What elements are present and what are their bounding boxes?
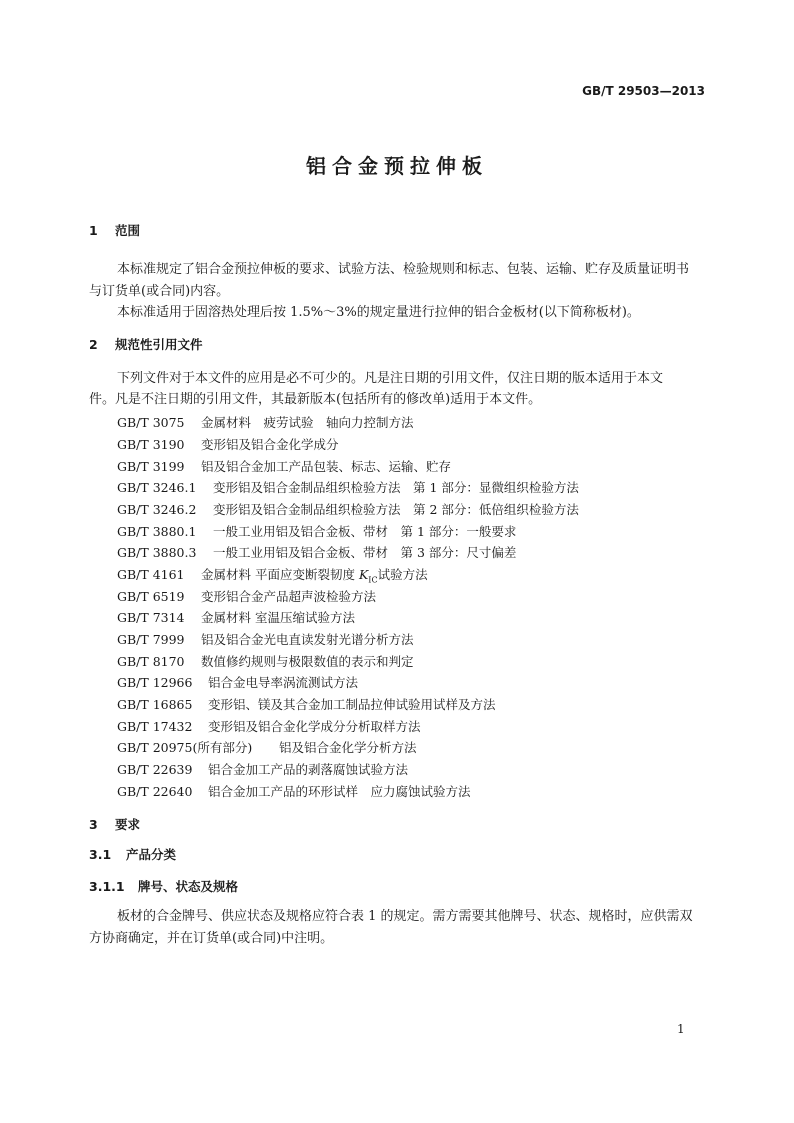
section-number: 3.1 bbox=[89, 847, 112, 862]
section-title: 要求 bbox=[115, 817, 141, 832]
reference-item: GB/T 3246.2 变形铝及铝合金制品组织检验方法 第 2 部分：低倍组织检验方法 bbox=[117, 502, 579, 517]
reference-item: GB/T 3880.1 一般工业用铝及铝合金板、带材 第 1 部分：一般要求 bbox=[117, 524, 517, 539]
subsection-3-1-heading bbox=[89, 845, 176, 863]
reference-item: GB/T 22639 铝合金加工产品的剥落腐蚀试验方法 bbox=[117, 762, 409, 777]
page-number: 1 bbox=[677, 1022, 685, 1036]
section-2-paragraph-line-2: 件。凡是不注日期的引用文件，其最新版本(包括所有的修改单)适用于本文件。 bbox=[89, 392, 542, 407]
section-title: 范围 bbox=[115, 223, 141, 238]
section-number: 3.1.1 bbox=[89, 879, 125, 894]
reference-item: GB/T 12966 铝合金电导率涡流测试方法 bbox=[117, 675, 359, 690]
subsection-3-1-1-paragraph-line-1: 板材的合金牌号、供应状态及规格应符合表 1 的规定。需方需要其他牌号、状态、规格时，应供需双 bbox=[117, 909, 693, 924]
section-title: 产品分类 bbox=[126, 847, 177, 862]
reference-item: GB/T 22640 铝合金加工产品的环形试样 应力腐蚀试验方法 bbox=[117, 784, 471, 799]
standard-number: GB/T 29503—2013 bbox=[582, 84, 705, 98]
reference-item: GB/T 16865 变形铝、镁及其合金加工制品拉伸试验用试样及方法 bbox=[117, 697, 496, 712]
reference-item: GB/T 20975(所有部分) 铝及铝合金化学分析方法 bbox=[117, 740, 417, 755]
section-title: 牌号、状态及规格 bbox=[138, 879, 239, 894]
section-1-paragraph-1-line-1: 本标准规定了铝合金预拉伸板的要求、试验方法、检验规则和标志、包装、运输、贮存及质量证明书 bbox=[117, 262, 690, 277]
section-1-paragraph-2: 本标准适用于固溶热处理后按 1.5%～3%的规定量进行拉伸的铝合金板材(以下简称板材)。 bbox=[117, 305, 640, 320]
section-2-paragraph-line-1: 下列文件对于本文件的应用是必不可少的。凡是注日期的引用文件，仅注日期的版本适用于本文 bbox=[117, 371, 664, 386]
reference-item: GB/T 7999 铝及铝合金光电直读发射光谱分析方法 bbox=[117, 632, 414, 647]
section-title: 规范性引用文件 bbox=[115, 337, 203, 352]
section-2-heading bbox=[89, 335, 203, 353]
section-number: 1 bbox=[89, 223, 98, 238]
reference-item: GB/T 3880.3 一般工业用铝及铝合金板、带材 第 3 部分：尺寸偏差 bbox=[117, 545, 517, 560]
reference-item: GB/T 7314 金属材料 室温压缩试验方法 bbox=[117, 610, 355, 625]
reference-item: GB/T 3246.1 变形铝及铝合金制品组织检验方法 第 1 部分：显微组织检验方法 bbox=[117, 480, 579, 495]
reference-item: GB/T 4161 金属材料 平面应变断裂韧度 $K_{IC}$试验方法 bbox=[117, 567, 428, 585]
document-title: 铝合金预拉伸板 bbox=[306, 154, 488, 178]
section-1-paragraph-1-line-2: 与订货单(或合同)内容。 bbox=[89, 284, 230, 299]
reference-item: GB/T 6519 变形铝合金产品超声波检验方法 bbox=[117, 589, 377, 604]
reference-item: GB/T 3199 铝及铝合金加工产品包装、标志、运输、贮存 bbox=[117, 459, 452, 474]
section-3-heading bbox=[89, 815, 140, 833]
section-1-heading bbox=[89, 221, 140, 239]
section-number: 2 bbox=[89, 337, 98, 352]
reference-item: GB/T 3075 金属材料 疲劳试验 轴向力控制方法 bbox=[117, 415, 414, 430]
subsection-3-1-1-paragraph-line-2: 方协商确定，并在订货单(或合同)中注明。 bbox=[89, 931, 334, 946]
section-number: 3 bbox=[89, 817, 98, 832]
reference-item: GB/T 3190 变形铝及铝合金化学成分 bbox=[117, 437, 339, 452]
reference-item: GB/T 17432 变形铝及铝合金化学成分分析取样方法 bbox=[117, 719, 421, 734]
reference-item: GB/T 8170 数值修约规则与极限数值的表示和判定 bbox=[117, 654, 414, 669]
subsection-3-1-1-heading bbox=[89, 877, 238, 895]
